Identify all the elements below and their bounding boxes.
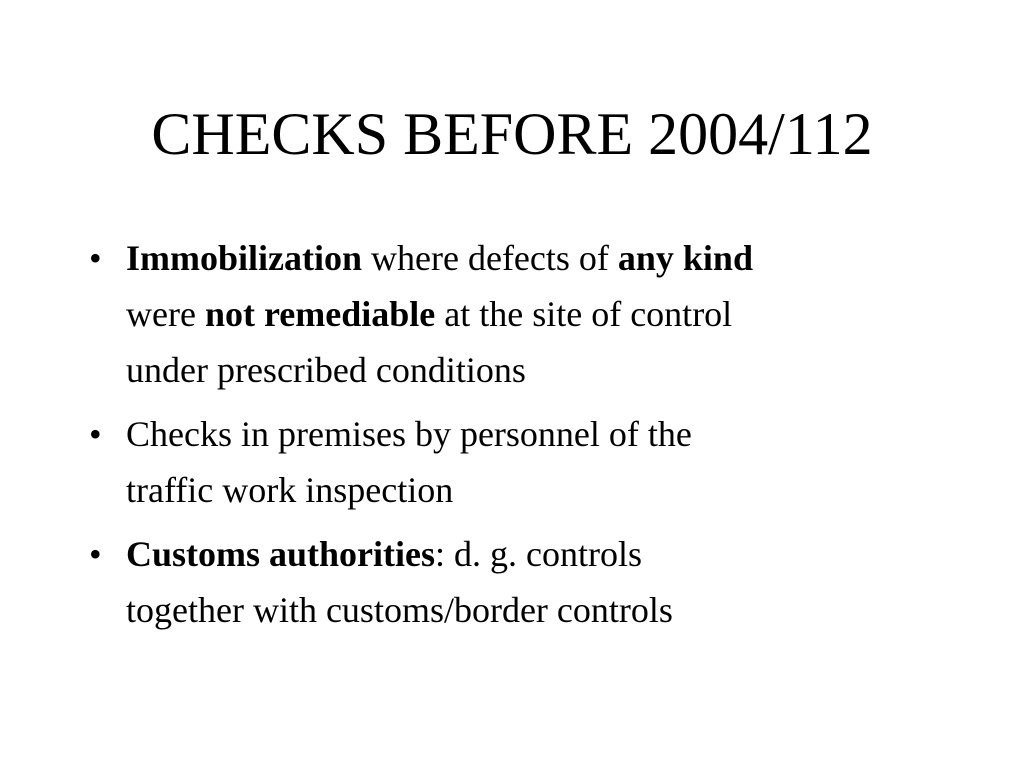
text: where defects of — [362, 238, 618, 278]
text: under prescribed conditions — [126, 350, 526, 390]
bullet-list — [0, 230, 1024, 646]
text: : d. g. controls — [435, 534, 642, 574]
bold-text: Customs authorities — [126, 534, 436, 574]
bullet-line — [126, 406, 926, 462]
bullet-item-customs-authorities — [0, 526, 926, 638]
bullet-dot-icon: • — [89, 534, 102, 574]
text: together with customs/border controls — [126, 590, 673, 630]
bold-text: Immobilization — [126, 238, 363, 278]
bold-text: not remediable — [204, 294, 436, 334]
text: were — [126, 294, 205, 334]
bullet-item-immobilization — [0, 230, 926, 398]
slide-title: CHECKS BEFORE 2004/112 — [151, 101, 873, 167]
text: Checks in premises by personnel of the — [126, 414, 692, 454]
text: at the site of control — [435, 294, 733, 334]
text: traffic work inspection — [126, 470, 454, 510]
bullet-line — [126, 582, 926, 638]
bullet-item-checks-in-premises — [0, 406, 926, 518]
bullet-line — [126, 526, 926, 582]
bullet-dot-icon: • — [89, 238, 102, 278]
bullet-line — [126, 342, 926, 398]
bullet-line — [126, 286, 926, 342]
bold-text: any kind — [617, 238, 753, 278]
bullet-line — [126, 462, 926, 518]
bullet-line — [126, 230, 926, 286]
bullet-dot-icon: • — [89, 414, 102, 454]
